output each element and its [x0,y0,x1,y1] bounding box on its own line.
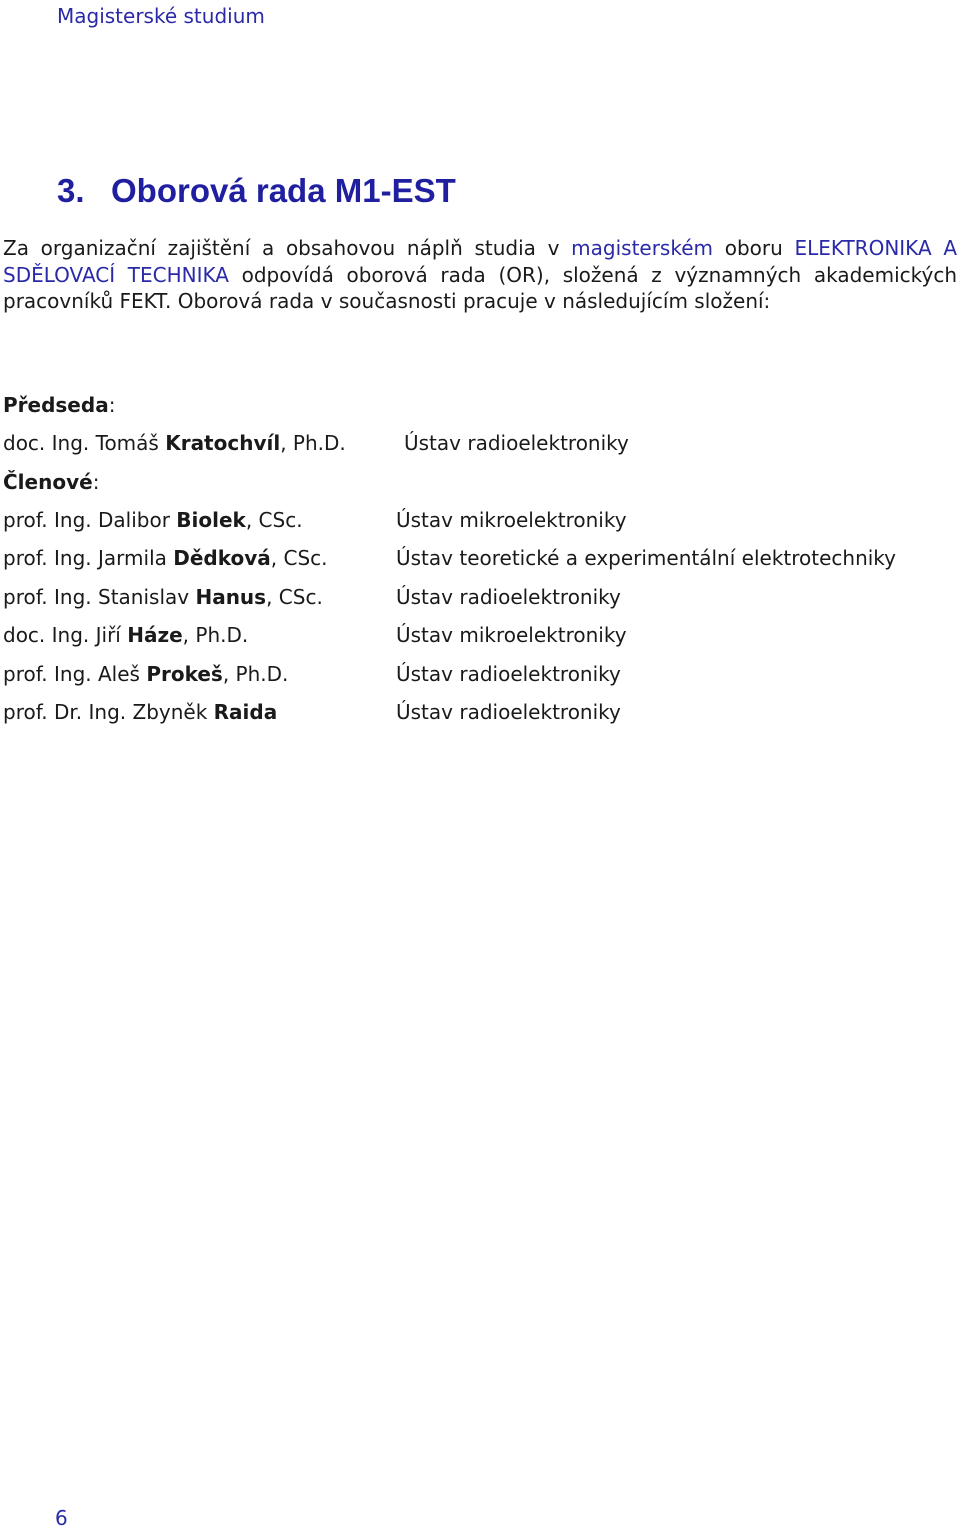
chair-person [3,431,346,455]
person-prefix: doc. Ing. Tomáš [3,431,166,455]
person-surname: Háze [127,623,183,647]
section-title: Oborová rada M1-EST [111,172,456,209]
person-surname: Biolek [176,508,246,532]
person-surname: Kratochvíl [165,431,281,455]
chair-label [3,393,115,417]
member-name [3,700,277,724]
person-surname: Dědková [173,546,271,570]
member-name [3,546,328,570]
person-suffix: , CSc. [270,546,328,570]
intro-highlight-magisterskem: magisterském [571,236,714,260]
page-number: 6 [55,1506,68,1530]
members-label-text: Členové [3,470,93,494]
person-suffix: , Ph.D. [222,662,289,686]
member-name [3,508,303,532]
person-suffix: , CSc. [245,508,303,532]
chair-label-text: Předseda [3,393,109,417]
person-prefix: prof. Dr. Ing. Zbyněk [3,700,214,724]
member-name [3,585,323,609]
person-prefix: prof. Ing. Jarmila [3,546,174,570]
chair-department: Ústav radioelektroniky [404,431,629,455]
member-department: Ústav radioelektroniky [396,585,621,609]
member-name [3,623,248,647]
intro-paragraph [3,235,957,315]
person-prefix: doc. Ing. Jiří [3,623,128,647]
members-label [3,470,99,494]
intro-text: Za organizační zajištění a obsahovou náplň studia v [3,236,572,260]
person-surname: Raida [213,700,278,724]
chair-label-colon: : [108,393,116,417]
members-label-colon: : [92,470,100,494]
intro-text: oboru [713,236,795,260]
person-surname: Prokeš [146,662,223,686]
running-header: Magisterské studium [57,4,265,28]
person-prefix: prof. Ing. Stanislav [3,585,196,609]
person-prefix: prof. Ing. Dalibor [3,508,177,532]
person-prefix: prof. Ing. Aleš [3,662,147,686]
person-suffix: , Ph.D. [182,623,249,647]
section-heading [57,172,456,210]
person-suffix: , CSc. [266,585,323,609]
intro-text: odpovídá oborová rada (OR), složená z významných akademických pracovníků FEKT. Oborová rada v současnosti pracuje v následujícím složení: [3,262,958,313]
section-number: 3. [57,172,85,209]
member-department: Ústav mikroelektroniky [396,508,627,532]
person-suffix: , Ph.D. [280,431,346,455]
member-name [3,662,288,686]
member-department: Ústav mikroelektroniky [396,623,627,647]
member-department: Ústav radioelektroniky [396,700,621,724]
member-department: Ústav radioelektroniky [396,662,621,686]
intro-highlight-field-name: ELEKTRONIKA A SDĚLOVACÍ TECHNIKA [3,236,958,287]
member-department: Ústav teoretické a experimentální elektrotechniky [396,546,896,570]
person-surname: Hanus [195,585,267,609]
